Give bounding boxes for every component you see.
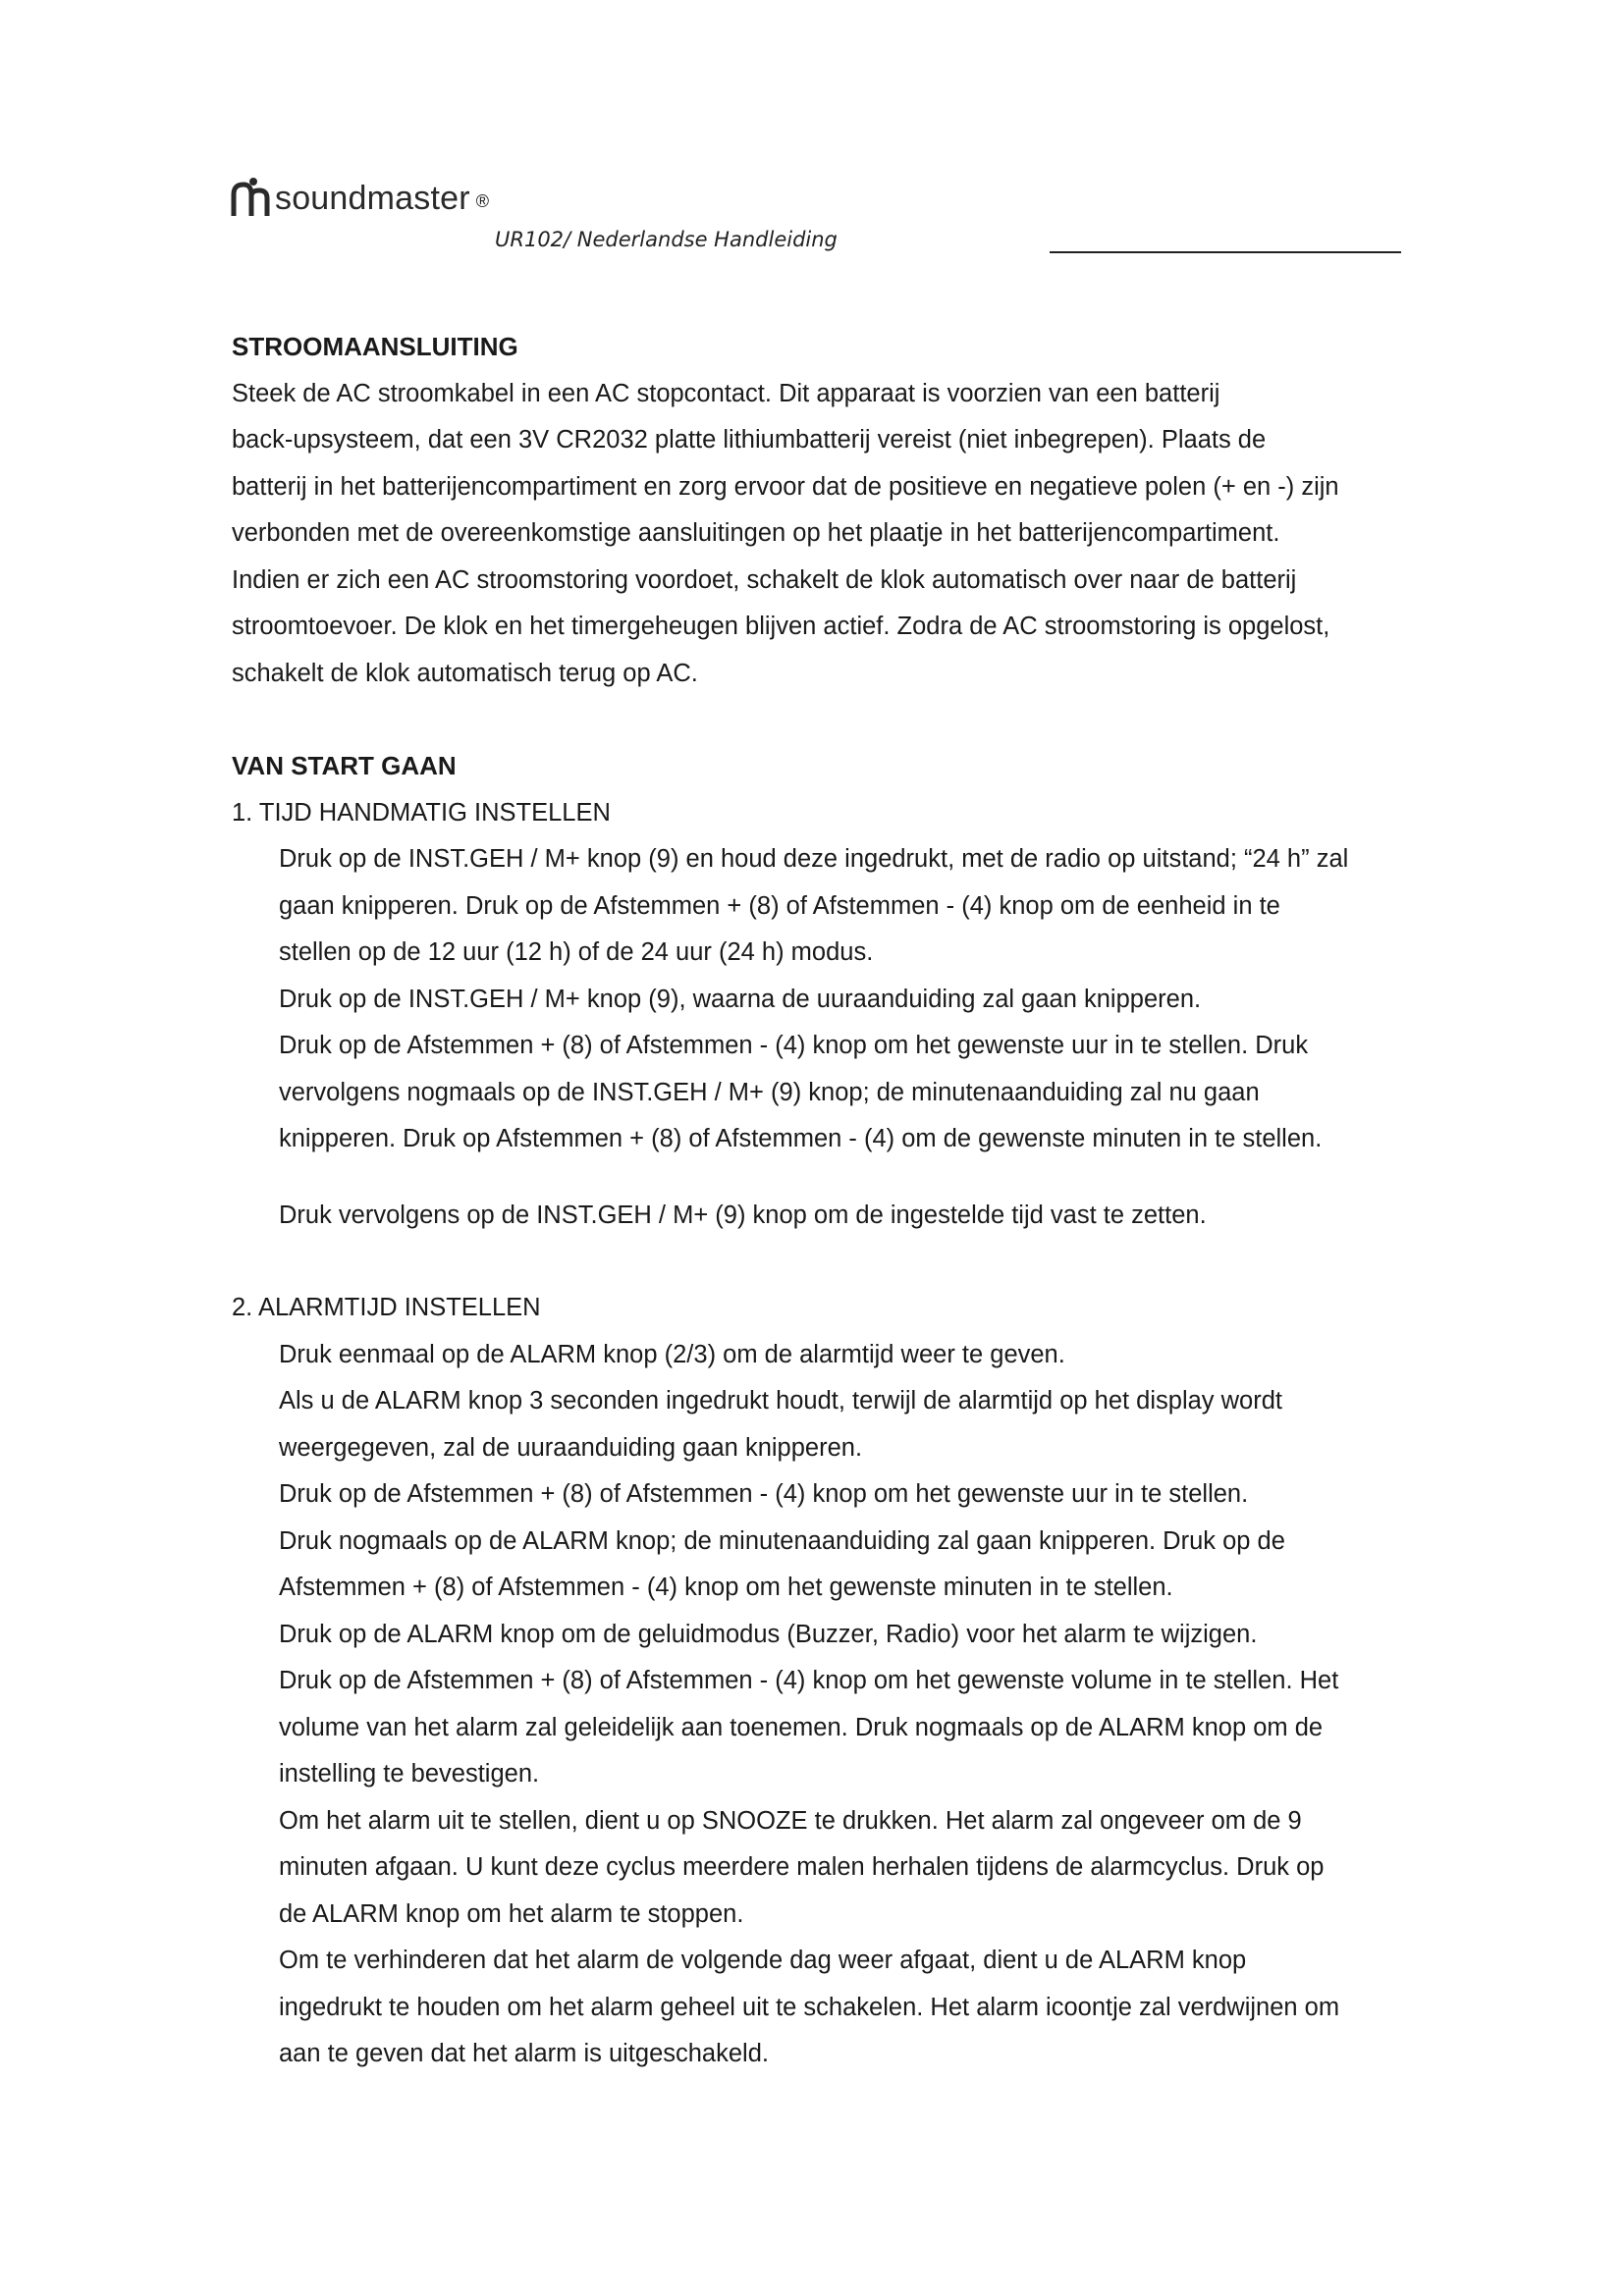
text-line: instelling te bevestigen. — [279, 1760, 540, 1788]
text-line: Druk op de Afstemmen + (8) of Afstemmen - (4) knop om het gewenste volume in te stellen. Het — [279, 1667, 1339, 1694]
text-line: volume van het alarm zal geleidelijk aan toenemen. Druk nogmaals op de ALARM knop om de — [279, 1713, 1324, 1741]
text-line: ingedrukt te houden om het alarm geheel uit te schakelen. Het alarm icoontje zal verdwijnen om — [279, 1993, 1340, 2021]
text-line: Druk op de INST.GEH / M+ knop (9) en houd deze ingedrukt, met de radio op uitstand; “24 h” zal — [279, 845, 1349, 873]
document-body — [232, 324, 1459, 2078]
brand-name: soundmaster — [275, 180, 470, 217]
text-line: weergegeven, zal de uuraanduiding gaan knipperen. — [279, 1433, 863, 1462]
power-section-text — [232, 371, 1459, 698]
document-subtitle: UR102/ Nederlandse Handleiding — [495, 228, 838, 251]
spacer — [232, 697, 1459, 743]
list-heading-time: 1. TIJD HANDMATIG INSTELLEN — [232, 798, 611, 827]
text-line: de ALARM knop om het alarm te stoppen. — [279, 1899, 744, 1928]
text-line: Druk nogmaals op de ALARM knop; de minutenaanduiding zal gaan knipperen. Druk op de — [279, 1526, 1285, 1555]
text-line: vervolgens nogmaals op de INST.GEH / M+ (9) knop; de minutenaanduiding zal nu gaan — [279, 1078, 1260, 1106]
text-line: Druk op de ALARM knop om de geluidmodus (Buzzer, Radio) voor het alarm te wijzigen. — [279, 1620, 1258, 1648]
text-line: verbonden met de overeenkomstige aansluitingen op het plaatje in het batterijencompartiment. — [232, 519, 1280, 547]
text-line: Steek de AC stroomkabel in een AC stopcontact. Dit apparaat is voorzien van een batterij — [232, 379, 1220, 407]
text-line: back-upsysteem, dat een 3V CR2032 platte lithiumbatterij vereist (niet inbegrepen). Plaats de — [232, 426, 1267, 454]
page-header — [230, 177, 1408, 265]
section-title-start: VAN START GAAN — [232, 751, 457, 780]
text-line: gaan knipperen. Druk op de Afstemmen + (8) of Afstemmen - (4) knop om de eenheid in te — [279, 891, 1280, 920]
soundmaster-logo-icon — [230, 177, 271, 218]
text-line: Indien er zich een AC stroomstoring voordoet, schakelt de klok automatisch over naar de batterij — [232, 565, 1297, 594]
text-line: batterij in het batterijencompartiment en zorg ervoor dat de positieve en negatieve polen (+ en -) zijn — [232, 472, 1339, 501]
text-line: schakelt de klok automatisch terug op AC. — [232, 659, 698, 687]
time-instructions — [232, 836, 1459, 1239]
text-line: Druk op de Afstemmen + (8) of Afstemmen - (4) knop om het gewenste uur in te stellen. Druk — [279, 1032, 1309, 1059]
section-title-power: STROOMAANSLUITING — [232, 332, 518, 361]
text-line: aan te geven dat het alarm is uitgeschakeld. — [279, 2040, 769, 2067]
spacer — [232, 1239, 1459, 1285]
spacer — [279, 1163, 1459, 1193]
text-line: knipperen. Druk op Afstemmen + (8) of Afstemmen - (4) om de gewenste minuten in te stellen. — [279, 1125, 1323, 1152]
text-line: Afstemmen + (8) of Afstemmen - (4) knop om het gewenste minuten in te stellen. — [279, 1574, 1173, 1601]
registered-mark: ® — [475, 191, 490, 211]
text-line: Om het alarm uit te stellen, dient u op SNOOZE te drukken. Het alarm zal ongeveer om de 9 — [279, 1806, 1302, 1835]
text-line: stellen op de 12 uur (12 h) of de 24 uur (24 h) modus. — [279, 938, 874, 966]
text-line: stroomtoevoer. De klok en het timergeheugen blijven actief. Zodra de AC stroomstoring is opgelost, — [232, 613, 1330, 640]
text-line: minuten afgaan. U kunt deze cyclus meerdere malen herhalen tijdens de alarmcyclus. Druk op — [279, 1853, 1325, 1881]
text-line: Druk op de INST.GEH / M+ knop (9), waarna de uuraanduiding zal gaan knipperen. — [279, 985, 1202, 1013]
brand-logo — [230, 177, 489, 218]
text-line: Druk eenmaal op de ALARM knop (2/3) om de alarmtijd weer te geven. — [279, 1340, 1065, 1368]
header-rule — [1050, 251, 1401, 253]
text-line: Druk vervolgens op de INST.GEH / M+ (9) knop om de ingestelde tijd vast te zetten. — [279, 1201, 1207, 1229]
alarm-instructions — [232, 1332, 1459, 2078]
text-line: Als u de ALARM knop 3 seconden ingedrukt houdt, terwijl de alarmtijd op het display wordt — [279, 1387, 1282, 1415]
text-line: Om te verhinderen dat het alarm de volgende dag weer afgaat, dient u de ALARM knop — [279, 1947, 1247, 1974]
text-line: Druk op de Afstemmen + (8) of Afstemmen - (4) knop om het gewenste uur in te stellen. — [279, 1480, 1249, 1508]
list-heading-alarm: 2. ALARMTIJD INSTELLEN — [232, 1294, 541, 1321]
